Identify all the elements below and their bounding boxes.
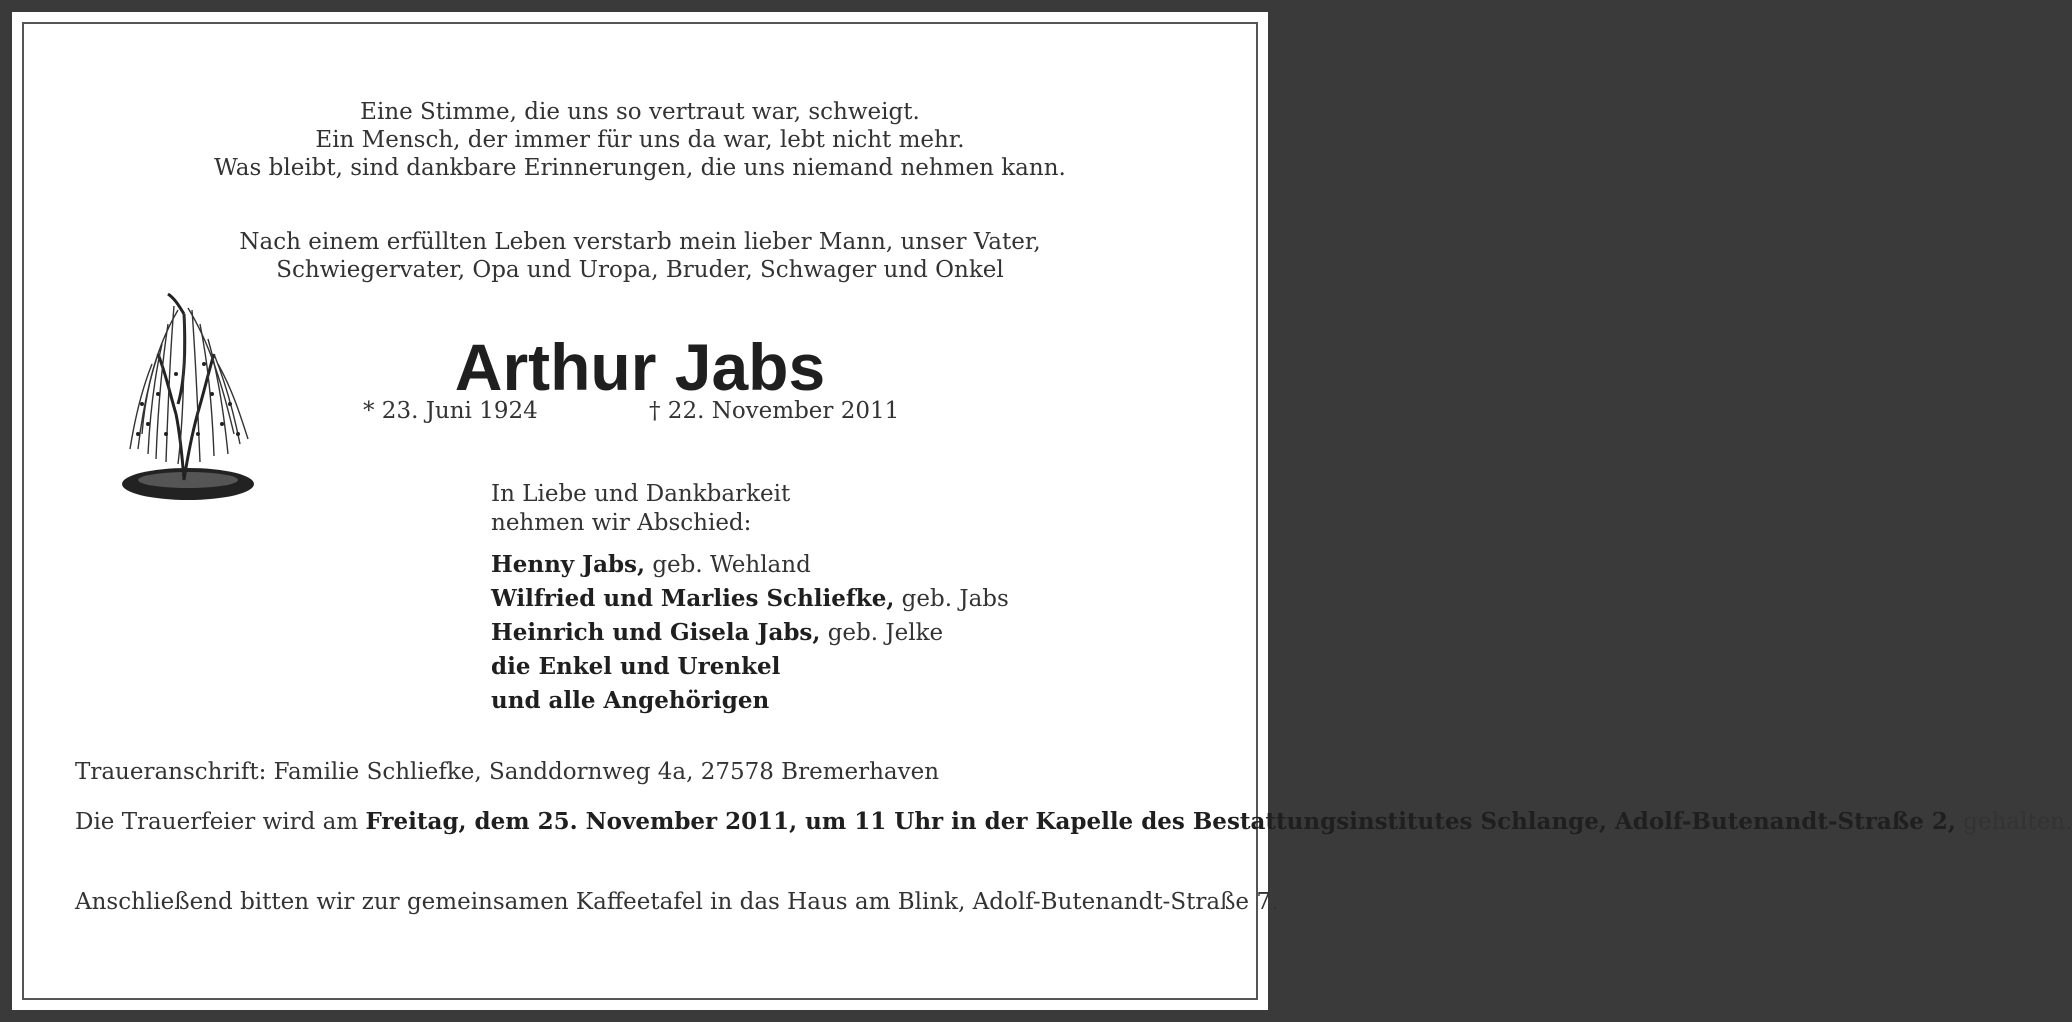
mourner-line (491, 684, 1009, 718)
mourner-name: Henny Jabs, (491, 551, 646, 578)
death-date: † 22. November 2011 (649, 398, 900, 424)
mourner-line (491, 650, 1009, 684)
mourner-note: geb. Jelke (820, 620, 944, 646)
obituary-page (12, 12, 2072, 1010)
ceremony-details: Freitag, dem 25. November 2011, um 11 Uhr in der Kapelle des Bestattungsinstitutes Schlange, Adolf-Butenandt-Straße 2, (365, 808, 1956, 835)
mourner-note: geb. Wehland (645, 552, 811, 578)
poem-line: Ein Mensch, der immer für uns da war, lebt nicht mehr. (315, 127, 965, 153)
mourner-name: die Enkel und Urenkel (491, 653, 781, 680)
farewell-line: In Liebe und Dankbarkeit (491, 481, 791, 507)
family-block (491, 480, 1009, 718)
ceremony-post: gehalten. (1955, 809, 2072, 835)
birth-date: * 23. Juni 1924 (363, 398, 538, 424)
poem-line: Was bleibt, sind dankbare Erinnerungen, die uns niemand nehmen kann. (214, 155, 1066, 181)
obituary-border (22, 22, 2072, 1000)
mourner-line (491, 616, 1009, 650)
mourner-line (491, 582, 1009, 616)
mourner-line (491, 548, 1009, 582)
intro-line: Schwiegervater, Opa und Uropa, Bruder, Schwager und Onkel (276, 257, 1004, 283)
mourner-note: geb. Jabs (894, 586, 1009, 612)
mourners-list (491, 548, 1009, 718)
farewell-line: nehmen wir Abschied: (491, 510, 752, 536)
deceased-name: Arthur Jabs (454, 330, 826, 404)
mourner-name: Heinrich und Gisela Jabs, (491, 619, 821, 646)
poem-block (24, 98, 1256, 182)
ceremony-notice (75, 808, 2072, 836)
ceremony-pre: Die Trauerfeier wird am (75, 809, 366, 835)
coffee-notice: Anschließend bitten wir zur gemeinsamen Kaffeetafel in das Haus am Blink, Adolf-Butenandt-Straße 7. (75, 889, 1279, 915)
mourner-name: Wilfried und Marlies Schliefke, (491, 585, 895, 612)
mourner-name: und alle Angehörigen (491, 687, 770, 714)
mourning-address: Traueranschrift: Familie Schliefke, Sanddornweg 4a, 27578 Bremerhaven (75, 759, 940, 785)
intro-line: Nach einem erfüllten Leben verstarb mein lieber Mann, unser Vater, (239, 229, 1041, 255)
poem-line: Eine Stimme, die uns so vertraut war, schweigt. (360, 99, 920, 125)
intro-block (24, 228, 1256, 284)
